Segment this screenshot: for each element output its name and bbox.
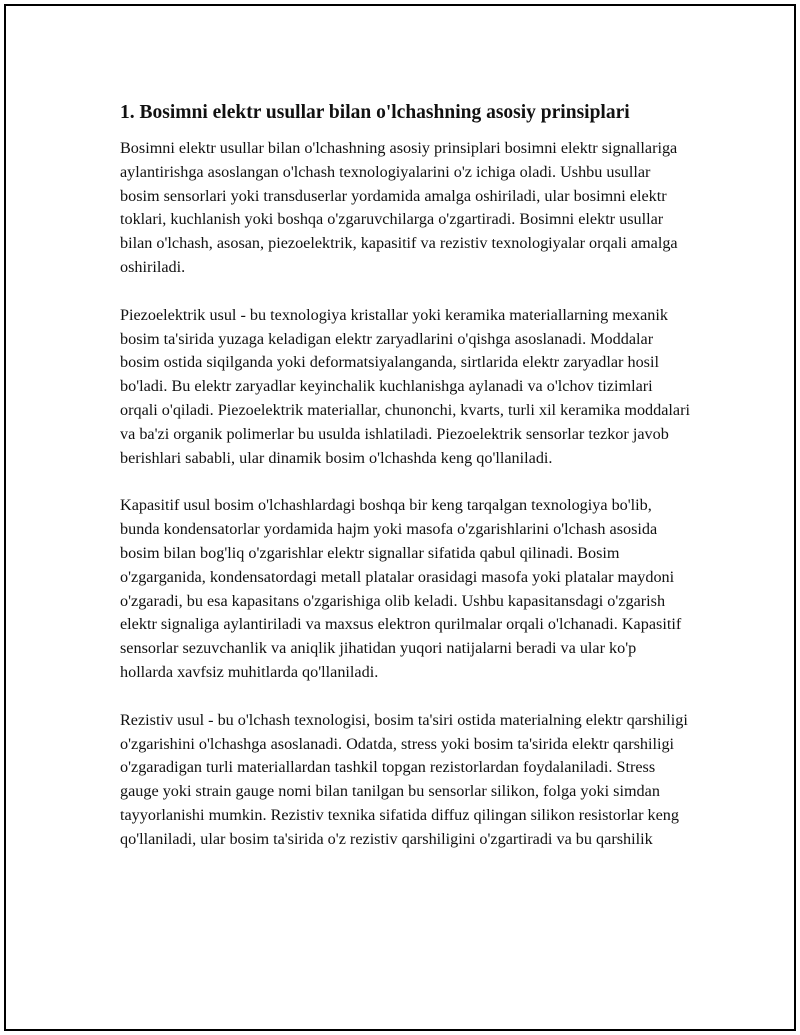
paragraph-intro: Bosimni elektr usullar bilan o'lchashning asosiy prinsiplari bosimni elektr signallariga aylantirishga asoslangan o'lchash texnologiyalarini o'z ichiga oladi. Ushbu usullar bosim sensorlari yoki transduserlar yordamida amalga oshiriladi, ular bosimni elektr toklari, kuchlanish yoki boshqa o'zgaruvchilarga o'zgartiradi. Bosimni elektr usullar bilan o'lchash, asosan, piezoelektrik, kapasitif va rezistiv texnologiyalar orqali amalga oshiriladi. [120,139,678,276]
paragraph-capacitive: Kapasitif usul bosim o'lchashlardagi boshqa bir keng tarqalgan texnologiya bo'lib, bunda kondensatorlar yordamida hajm yoki masofa o'zgarishlarini o'lchash asosida bosim bilan bog'liq o'zgarishlar elektr signallar sifatida qabul qilinadi. Bosim o'zgarganida, kondensatordagi metall platalar orasidagi masofa yoki platalar maydoni o'zgaradi, bu esa kapasitans o'zgarishiga olib keladi. Ushbu kapasitansdagi o'zgarish elektr signaliga aylantiriladi va maxsus elektron qurilmalar orqali o'lchanadi. Kapasitif sensorlar sezuvchanlik va aniqlik jihatidan yuqori natijalarni beradi va ular ko'p hollarda xavfsiz muhitlarda qo'llaniladi. [120,496,682,681]
paragraph-piezoelectric: Piezoelektrik usul - bu texnologiya kristallar yoki keramika materiallarning mexanik bosim ta'sirida yuzaga keladigan elektr zaryadlarini o'qishga asoslanadi. Moddalar bosim ostida siqilganda yoki deformatsiyalanganda, sirtlarida elektr zaryadlar hosil bo'ladi. Bu elektr zaryadlar keyinchalik kuchlanishga aylanadi va o'lchov tizimlari orqali o'qiladi. Piezoelektrik materiallar, chunonchi, kvarts, turli xil keramika moddalari va ba'zi organik polimerlar bu usulda ishlatiladi. Piezoelektrik sensorlar tezkor javob berishlari sababli, ular dinamik bosim o'lchashda keng qo'llaniladi. [120,305,691,467]
page-frame [4,4,796,1031]
document-body [120,100,692,876]
paragraph-resistive: Rezistiv usul - bu o'lchash texnologisi, bosim ta'siri ostida materialning elektr qarshiligi o'zgarishini o'lchashga asoslanadi. Odatda, stress yoki bosim ta'sirida elektr qarshiligi o'zgaradigan turli materiallardan tashkil topgan rezistorlardan foydalaniladi. Stress gauge yoki strain gauge nomi bilan tanilgan bu sensorlar silikon, folga yoki simdan tayyorlanishi mumkin. Rezistiv texnika sifatida diffuz qilingan silikon resistorlar keng qo'llaniladi, ular bosim ta'sirida o'z rezistiv qarshiligini o'zgartiradi va bu qarshilik [120,710,688,848]
section-heading: 1. Bosimni elektr usullar bilan o'lchashning asosiy prinsiplari [120,102,630,123]
